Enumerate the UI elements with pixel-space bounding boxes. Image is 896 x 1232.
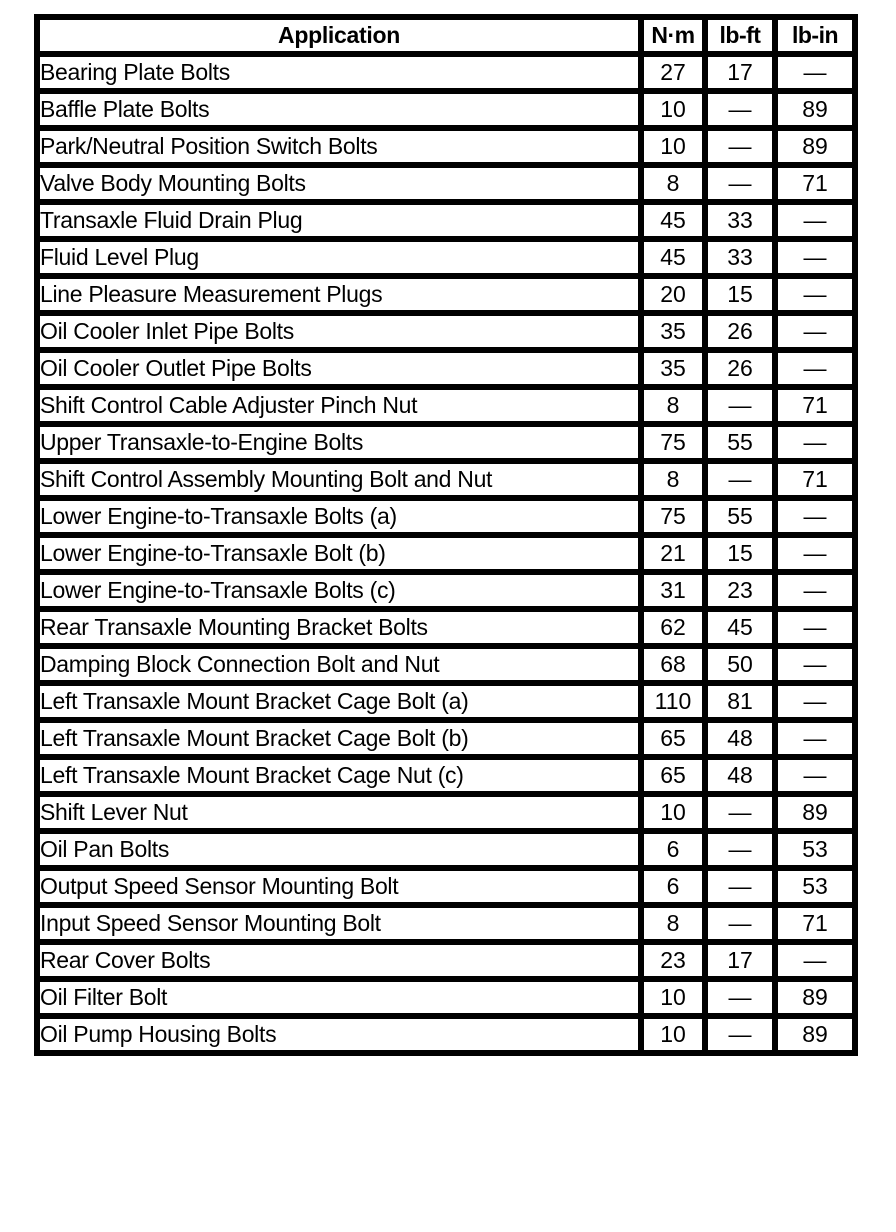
row-application: Park/Neutral Position Switch Bolts <box>37 128 641 165</box>
row-application: Output Speed Sensor Mounting Bolt <box>37 868 641 905</box>
row-lbin-value: 71 <box>775 461 855 498</box>
row-lbft-value: — <box>705 905 775 942</box>
row-nm-value: 75 <box>641 424 705 461</box>
row-nm-value: 6 <box>641 831 705 868</box>
header-nm: N·m <box>641 17 705 54</box>
row-lbin-value: — <box>775 720 855 757</box>
row-lbft-value: 26 <box>705 350 775 387</box>
row-nm-value: 8 <box>641 905 705 942</box>
row-application: Lower Engine-to-Transaxle Bolt (b) <box>37 535 641 572</box>
table-row <box>37 720 855 757</box>
row-nm-value: 45 <box>641 202 705 239</box>
row-application: Valve Body Mounting Bolts <box>37 165 641 202</box>
row-application: Oil Pan Bolts <box>37 831 641 868</box>
row-application: Shift Lever Nut <box>37 794 641 831</box>
table-row <box>37 461 855 498</box>
row-lbft-value: — <box>705 165 775 202</box>
row-lbin-value: — <box>775 239 855 276</box>
row-application: Shift Control Assembly Mounting Bolt and Nut <box>37 461 641 498</box>
row-lbin-value: — <box>775 313 855 350</box>
row-lbin-value: — <box>775 202 855 239</box>
row-lbin-value: — <box>775 757 855 794</box>
row-lbft-value: 48 <box>705 757 775 794</box>
row-nm-value: 10 <box>641 979 705 1016</box>
row-application: Oil Cooler Inlet Pipe Bolts <box>37 313 641 350</box>
table-row <box>37 868 855 905</box>
row-nm-value: 20 <box>641 276 705 313</box>
row-application: Rear Cover Bolts <box>37 942 641 979</box>
row-lbin-value: — <box>775 424 855 461</box>
table-row <box>37 54 855 91</box>
row-application: Transaxle Fluid Drain Plug <box>37 202 641 239</box>
row-lbft-value: — <box>705 979 775 1016</box>
header-application: Application <box>37 17 641 54</box>
row-lbft-value: 33 <box>705 202 775 239</box>
row-nm-value: 68 <box>641 646 705 683</box>
row-lbin-value: — <box>775 498 855 535</box>
row-lbft-value: 23 <box>705 572 775 609</box>
row-nm-value: 35 <box>641 313 705 350</box>
row-nm-value: 8 <box>641 461 705 498</box>
table-row <box>37 276 855 313</box>
row-nm-value: 10 <box>641 128 705 165</box>
row-lbft-value: — <box>705 1016 775 1053</box>
row-lbin-value: — <box>775 646 855 683</box>
row-lbin-value: — <box>775 609 855 646</box>
row-lbin-value: 71 <box>775 387 855 424</box>
row-nm-value: 65 <box>641 757 705 794</box>
row-application: Fluid Level Plug <box>37 239 641 276</box>
row-nm-value: 8 <box>641 165 705 202</box>
row-lbft-value: 33 <box>705 239 775 276</box>
row-lbft-value: 55 <box>705 498 775 535</box>
row-application: Oil Pump Housing Bolts <box>37 1016 641 1053</box>
row-lbin-value: — <box>775 683 855 720</box>
row-application: Rear Transaxle Mounting Bracket Bolts <box>37 609 641 646</box>
table-row <box>37 313 855 350</box>
row-lbft-value: 17 <box>705 54 775 91</box>
table-body <box>37 54 855 1053</box>
table-row <box>37 387 855 424</box>
row-nm-value: 110 <box>641 683 705 720</box>
header-row <box>37 17 855 54</box>
row-lbin-value: — <box>775 276 855 313</box>
row-lbft-value: — <box>705 128 775 165</box>
table-row <box>37 831 855 868</box>
row-nm-value: 21 <box>641 535 705 572</box>
table-row <box>37 572 855 609</box>
row-application: Lower Engine-to-Transaxle Bolts (a) <box>37 498 641 535</box>
row-nm-value: 45 <box>641 239 705 276</box>
table-row <box>37 609 855 646</box>
table-row <box>37 905 855 942</box>
row-nm-value: 65 <box>641 720 705 757</box>
table-row <box>37 683 855 720</box>
row-application: Baffle Plate Bolts <box>37 91 641 128</box>
row-nm-value: 10 <box>641 91 705 128</box>
row-nm-value: 8 <box>641 387 705 424</box>
row-nm-value: 10 <box>641 794 705 831</box>
row-nm-value: 31 <box>641 572 705 609</box>
row-application: Upper Transaxle-to-Engine Bolts <box>37 424 641 461</box>
table-row <box>37 424 855 461</box>
row-lbin-value: — <box>775 350 855 387</box>
row-application: Left Transaxle Mount Bracket Cage Nut (c) <box>37 757 641 794</box>
row-lbft-value: 45 <box>705 609 775 646</box>
row-lbin-value: 89 <box>775 128 855 165</box>
row-lbin-value: 89 <box>775 979 855 1016</box>
row-lbft-value: — <box>705 794 775 831</box>
row-application: Shift Control Cable Adjuster Pinch Nut <box>37 387 641 424</box>
row-lbin-value: — <box>775 54 855 91</box>
table-row <box>37 646 855 683</box>
torque-spec-table <box>34 14 858 1056</box>
row-lbft-value: — <box>705 831 775 868</box>
row-lbin-value: 71 <box>775 165 855 202</box>
table-row <box>37 350 855 387</box>
row-lbin-value: 53 <box>775 831 855 868</box>
row-lbft-value: — <box>705 91 775 128</box>
table-row <box>37 794 855 831</box>
table-row <box>37 165 855 202</box>
row-lbft-value: 81 <box>705 683 775 720</box>
row-lbft-value: 17 <box>705 942 775 979</box>
row-lbft-value: — <box>705 461 775 498</box>
row-lbin-value: — <box>775 535 855 572</box>
row-lbft-value: 15 <box>705 535 775 572</box>
row-application: Left Transaxle Mount Bracket Cage Bolt (a) <box>37 683 641 720</box>
row-application: Lower Engine-to-Transaxle Bolts (c) <box>37 572 641 609</box>
row-nm-value: 23 <box>641 942 705 979</box>
row-lbin-value: 53 <box>775 868 855 905</box>
row-lbft-value: — <box>705 387 775 424</box>
header-lbin: lb-in <box>775 17 855 54</box>
row-application: Damping Block Connection Bolt and Nut <box>37 646 641 683</box>
table-row <box>37 128 855 165</box>
row-nm-value: 10 <box>641 1016 705 1053</box>
row-lbft-value: — <box>705 868 775 905</box>
row-lbft-value: 50 <box>705 646 775 683</box>
table-row <box>37 1016 855 1053</box>
row-lbft-value: 48 <box>705 720 775 757</box>
row-lbin-value: 89 <box>775 794 855 831</box>
row-lbin-value: 71 <box>775 905 855 942</box>
table-row <box>37 239 855 276</box>
row-application: Input Speed Sensor Mounting Bolt <box>37 905 641 942</box>
row-nm-value: 27 <box>641 54 705 91</box>
row-application: Oil Cooler Outlet Pipe Bolts <box>37 350 641 387</box>
row-application: Bearing Plate Bolts <box>37 54 641 91</box>
table-row <box>37 757 855 794</box>
row-lbin-value: 89 <box>775 1016 855 1053</box>
row-application: Left Transaxle Mount Bracket Cage Bolt (b) <box>37 720 641 757</box>
table-row <box>37 202 855 239</box>
row-lbin-value: 89 <box>775 91 855 128</box>
row-lbft-value: 55 <box>705 424 775 461</box>
row-lbft-value: 15 <box>705 276 775 313</box>
table-row <box>37 498 855 535</box>
row-nm-value: 75 <box>641 498 705 535</box>
table-row <box>37 91 855 128</box>
header-lbft: lb-ft <box>705 17 775 54</box>
row-nm-value: 6 <box>641 868 705 905</box>
table-row <box>37 979 855 1016</box>
table-row <box>37 535 855 572</box>
row-application: Line Pleasure Measurement Plugs <box>37 276 641 313</box>
row-lbin-value: — <box>775 942 855 979</box>
row-lbft-value: 26 <box>705 313 775 350</box>
row-nm-value: 62 <box>641 609 705 646</box>
row-application: Oil Filter Bolt <box>37 979 641 1016</box>
table-row <box>37 942 855 979</box>
row-nm-value: 35 <box>641 350 705 387</box>
row-lbin-value: — <box>775 572 855 609</box>
